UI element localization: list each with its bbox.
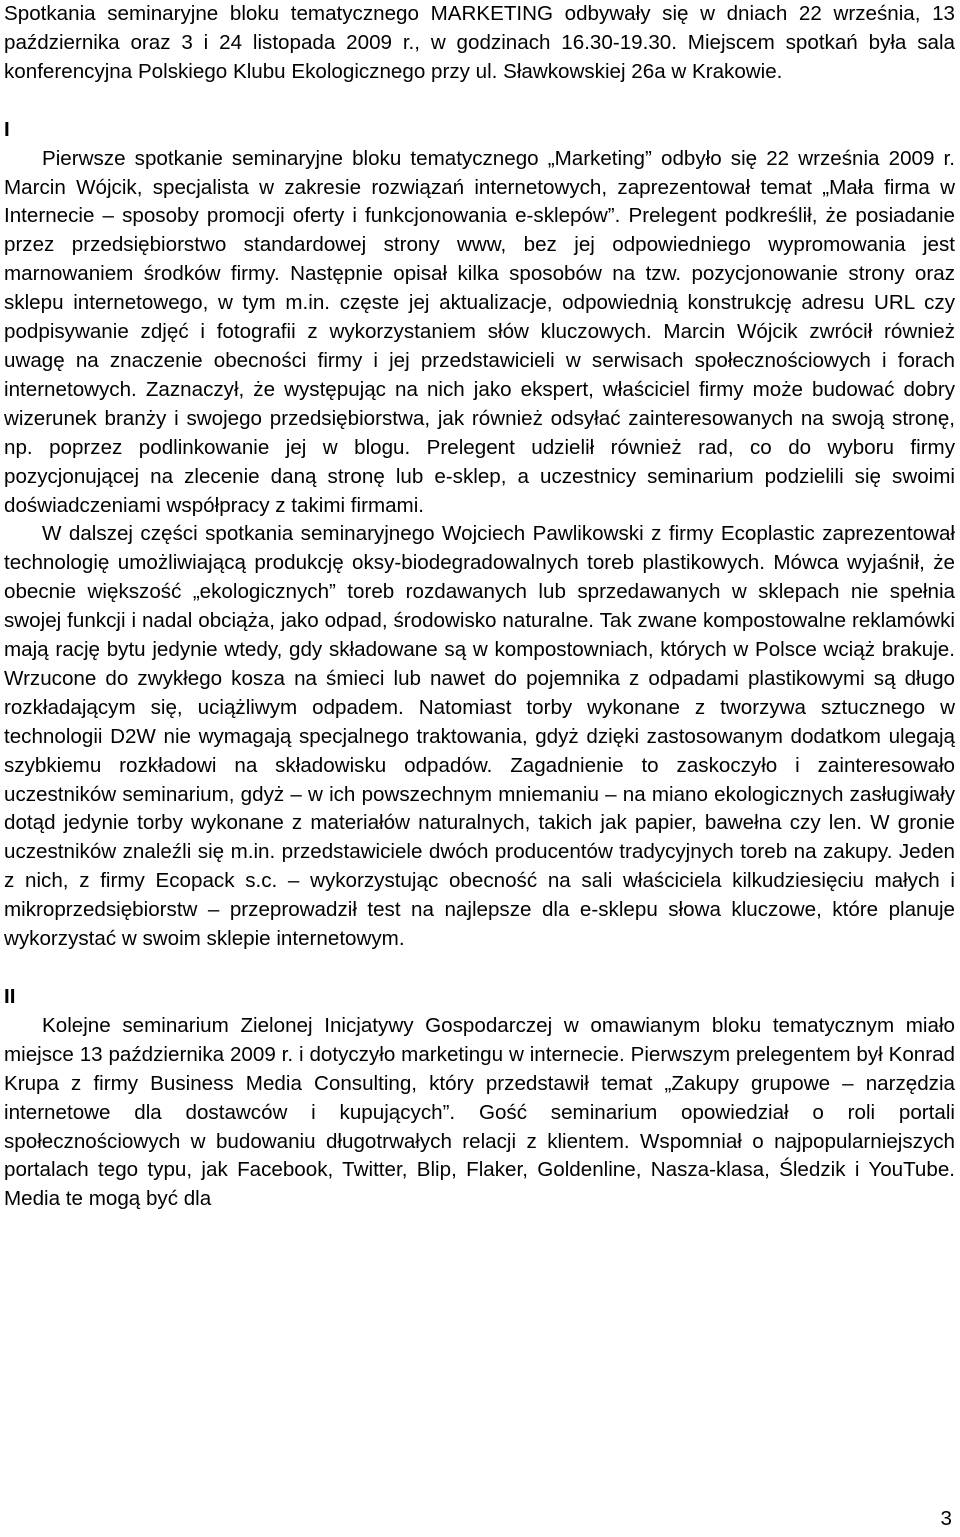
section-heading-1: I	[4, 117, 10, 141]
section-1-paragraph-1: Pierwsze spotkanie seminaryjne bloku tematycznego „Marketing” odbyło się 22 września 2009 r. Marcin Wójcik, specjalista w zakresie rozwiązań internetowych, zaprezentował temat „Mała firma w Internecie – sposoby promocji oferty i funkcjonowania e-sklepów”. Prelegent podkreślił, że posiadanie przez przedsiębiorstwo standardowej strony www, bez jej odpowiedniego wypromowania jest marnowaniem środków firmy. Następnie opisał kilka sposobów na tzw. pozycjonowanie strony oraz sklepu internetowego, w tym m.in. częste jej aktualizacje, odpowiednią konstrukcję adresu URL czy podpisywanie zdjęć i fotografii z wykorzystaniem słów kluczowych. Marcin Wójcik zwrócił również uwagę na znaczenie obecności firmy i jej przedstawicieli w serwisach społecznościowych i forach internetowych. Zaznaczył, że występując na nich jako ekspert, właściciel firmy może budować dobry wizerunek branży i swojego przedsiębiorstwa, jak również odsyłać zainteresowanych na swoją stronę, np. poprzez podlinkowanie jej w blogu. Prelegent udzielił również rad, co do wyboru firmy pozycjonującej na zlecenie daną stronę lub e-sklep, a uczestnicy seminarium podzielili się swoimi doświadczeniami współpracy z takimi firmami.	[4, 146, 955, 517]
blank-line	[4, 954, 955, 983]
blank-line	[4, 87, 955, 116]
intro-paragraph: Spotkania seminaryjne bloku tematycznego MARKETING odbywały się w dniach 22 września, 13 października oraz 3 i 24 listopada 2009 r., w godzinach 16.30-19.30. Miejscem spotkań była sala konferencyjna Polskiego Klubu Ekologicznego przy ul. Sławkowskiej 26a w Krakowie.	[4, 2, 955, 83]
document-page	[4, 0, 955, 1214]
section-1-paragraph-2: W dalszej części spotkania seminaryjnego Wojciech Pawlikowski z firmy Ecoplastic zaprezentował technologię umożliwiającą produkcję oksy-biodegradowalnych toreb plastikowych. Mówca wyjaśnił, że obecnie większość „ekologicznych” toreb rozdawanych lub sprzedawanych w sklepach nie spełnia swojej funkcji i nadal obciąża, jako odpad, środowisko naturalne. Tak zwane kompostowalne reklamówki mają rację bytu jedynie wtedy, gdy składowane są w kompostowniach, których w Polsce wciąż brakuje. Wrzucone do zwykłego kosza na śmieci lub nawet do pojemnika z odpadami plastikowymi są długo rozkładającym się, uciążliwym odpadem. Natomiast torby wykonane z tworzywa sztucznego w technologii D2W nie wymagają specjalnego traktowania, gdyż dzięki zastosowanym dodatkom ulegają szybkiemu rozkładowi na składowisku odpadów. Zagadnienie to zaskoczyło i zainteresowało uczestników seminarium, gdyż – w ich powszechnym mniemaniu – na miano ekologicznych zasługiwały dotąd jedynie torby wykonane z materiałów naturalnych, takich jak papier, bawełna czy len. W gronie uczestników znaleźli się m.in. przedstawiciele dwóch producentów tradycyjnych toreb na zakupy. Jeden z nich, z firmy Ecopack s.c. – wykorzystując obecność na sali właściciela kilkudziesięciu małych i mikroprzedsiębiorstw – przeprowadził test na najlepsze dla e-sklepu słowa kluczowe, które planuje wykorzystać w swoim sklepie internetowym.	[4, 522, 955, 951]
page-number: 3	[940, 1507, 952, 1530]
section-2-paragraph-1: Kolejne seminarium Zielonej Inicjatywy Gospodarczej w omawianym bloku tematycznym miało miejsce 13 października 2009 r. i dotyczyło marketingu w internecie. Pierwszym prelegentem był Konrad Krupa z firmy Business Media Consulting, który przedstawił temat „Zakupy grupowe – narzędzia internetowe dla dostawców i kupujących”. Gość seminarium opowiedział o roli portali społecznościowych w budowaniu długotrwałych relacji z klientem. Wspomniał o najpopularniejszych portalach tego typu, jak Facebook, Twitter, Blip, Flaker, Goldenline, Nasza-klasa, Śledzik i YouTube. Media te mogą być dla	[4, 1013, 955, 1211]
section-heading-2: II	[4, 985, 16, 1008]
